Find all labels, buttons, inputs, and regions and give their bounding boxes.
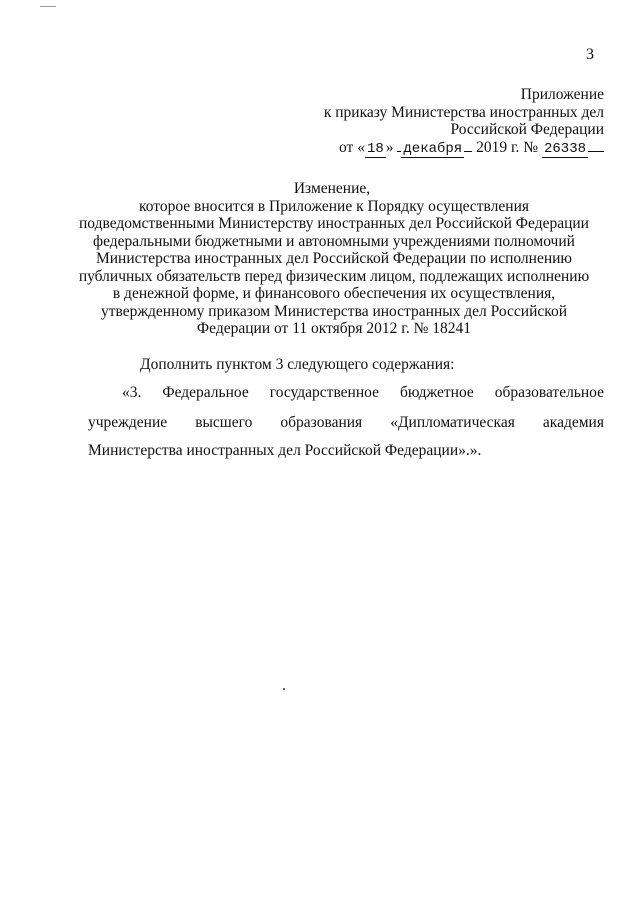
heading-line: публичных обязательств перед физическим лицом, подлежащих исполнению bbox=[78, 267, 590, 285]
order-number: 26338 bbox=[543, 140, 586, 157]
heading-line: подведомственными Министерству иностранных дел Российской Федерации bbox=[79, 215, 589, 232]
word: образовательное bbox=[494, 384, 604, 401]
document-body bbox=[88, 356, 604, 460]
amendment-text-line bbox=[88, 414, 604, 432]
order-month: декабря bbox=[403, 140, 463, 157]
order-year: 2019 г. № bbox=[476, 138, 539, 156]
appendix-title: Приложение bbox=[520, 86, 604, 103]
word: академия bbox=[542, 414, 604, 431]
word: бюджетное bbox=[399, 384, 474, 401]
scan-mark bbox=[40, 6, 56, 7]
amendment-text-line: Министерства иностранных дел Российской Федерации».». bbox=[88, 442, 482, 459]
heading-line: которое вносится в Приложение к Порядку осуществления bbox=[139, 197, 529, 215]
order-day: 18 bbox=[366, 140, 384, 157]
word: учреждение bbox=[88, 414, 168, 431]
word: «Дипломатическая bbox=[390, 414, 515, 431]
word: государственное bbox=[269, 384, 379, 401]
appendix-order-ref: к приказу Министерства иностранных дел bbox=[323, 103, 604, 121]
heading-line: федеральными бюджетными и автономными учреждениями полномочий bbox=[93, 232, 575, 250]
heading-title: Изменение, bbox=[293, 180, 371, 197]
heading-line: Министерства иностранных дел Российской Федерации по исполнению bbox=[95, 250, 573, 267]
amendment-intro: Дополнить пунктом 3 следующего содержания: bbox=[140, 356, 455, 373]
blank bbox=[464, 151, 472, 152]
change-heading bbox=[0, 180, 604, 338]
appendix-header bbox=[324, 86, 604, 158]
page-number: 3 bbox=[586, 46, 594, 63]
word: высшего bbox=[195, 414, 253, 431]
date-day-suffix: » bbox=[385, 138, 394, 156]
word: «3. bbox=[122, 384, 142, 401]
heading-body bbox=[0, 198, 604, 338]
heading-line: в денежной форме, и финансового обеспечения их осуществления, bbox=[112, 285, 556, 302]
scan-speck bbox=[283, 688, 285, 690]
word: Федеральное bbox=[162, 384, 249, 401]
order-date-line bbox=[324, 139, 604, 159]
appendix-ministry: Российской Федерации bbox=[450, 121, 604, 138]
date-prefix: от « bbox=[339, 138, 365, 156]
blank bbox=[588, 151, 604, 152]
heading-line: Федерации от 11 октября 2012 г. № 18241 bbox=[196, 320, 472, 337]
word: образования bbox=[280, 414, 363, 431]
heading-line: утвержденному приказом Министерства иностранных дел Российской bbox=[100, 302, 568, 320]
amendment-text-line bbox=[88, 384, 604, 402]
